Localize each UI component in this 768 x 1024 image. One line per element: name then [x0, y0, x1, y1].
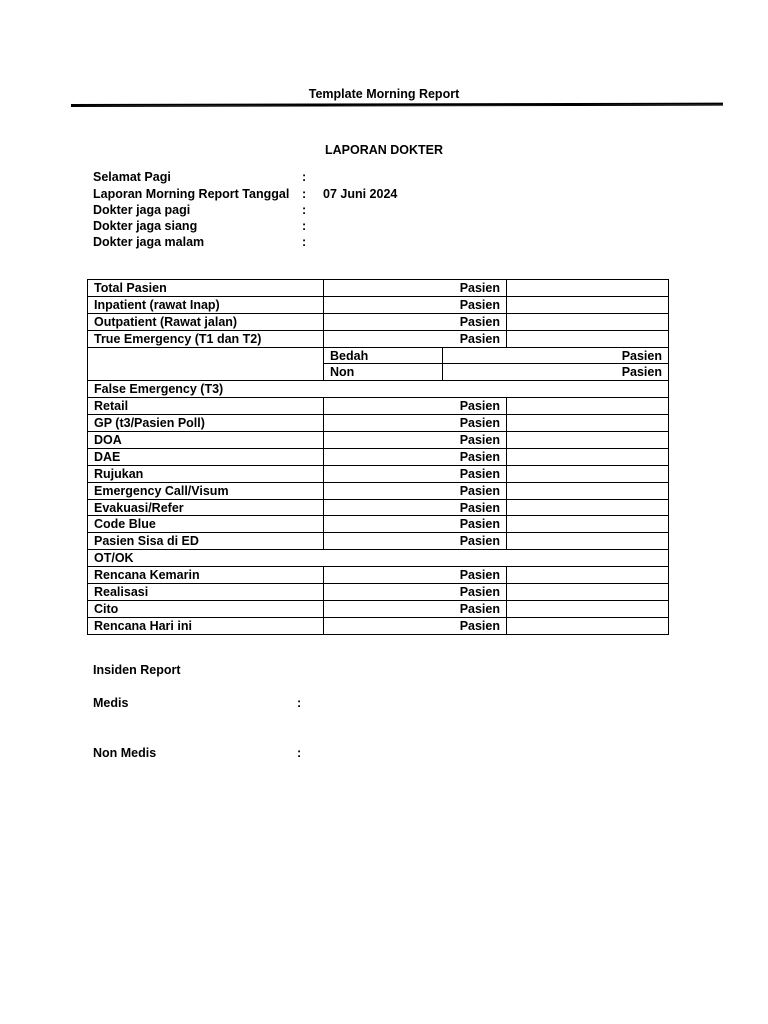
row-label: Pasien Sisa di ED: [88, 533, 324, 550]
row-label: Inpatient (rawat Inap): [88, 296, 324, 313]
value-cell[interactable]: [507, 398, 669, 415]
table-row: [88, 330, 669, 347]
table-row: [88, 432, 669, 449]
info-label: Dokter jaga pagi: [93, 203, 191, 217]
info-colon: :: [302, 219, 307, 233]
value-cell[interactable]: [507, 533, 669, 550]
row-label: Rujukan: [88, 465, 324, 482]
table-row: [88, 448, 669, 465]
header-divider: [71, 103, 723, 107]
section-label: False Emergency (T3): [88, 381, 669, 398]
row-label: Retail: [88, 398, 324, 415]
row-label: DOA: [88, 432, 324, 449]
table-row: [88, 347, 669, 364]
sub-label: Bedah: [324, 347, 443, 364]
info-colon: :: [302, 187, 307, 201]
value-cell[interactable]: [507, 567, 669, 584]
medis-colon: :: [297, 696, 302, 710]
row-label: Code Blue: [88, 516, 324, 533]
table-row: [88, 617, 669, 634]
unit-label: Pasien: [324, 584, 507, 601]
unit-label: Pasien: [324, 280, 507, 297]
unit-label: Pasien: [324, 482, 507, 499]
table-row: [88, 550, 669, 567]
info-label: Dokter jaga malam: [93, 235, 205, 249]
table-row: [88, 600, 669, 617]
table-row: [88, 398, 669, 415]
non-medis-row: [93, 746, 302, 760]
report-table: [87, 279, 669, 635]
table-row: [88, 381, 669, 398]
info-colon: :: [302, 170, 307, 184]
section-label: OT/OK: [88, 550, 669, 567]
unit-label: Pasien: [324, 567, 507, 584]
medis-label: Medis: [93, 696, 129, 710]
table-row: [88, 482, 669, 499]
unit-label: Pasien: [324, 533, 507, 550]
unit-label: Pasien: [324, 617, 507, 634]
page-header-title: Template Morning Report: [308, 87, 460, 101]
table-row: [88, 567, 669, 584]
info-value-date: 07 Juni 2024: [323, 187, 398, 201]
row-label: Total Pasien: [88, 280, 324, 297]
value-cell[interactable]: [507, 448, 669, 465]
info-label: Dokter jaga siang: [93, 219, 198, 233]
unit-label: Pasien: [324, 415, 507, 432]
value-cell[interactable]: [507, 313, 669, 330]
row-label: Rencana Kemarin: [88, 567, 324, 584]
unit-label: Pasien: [324, 313, 507, 330]
table-row: [88, 533, 669, 550]
row-label: True Emergency (T1 dan T2): [88, 330, 324, 347]
value-cell[interactable]: [507, 415, 669, 432]
value-cell[interactable]: [507, 280, 669, 297]
table-row: [88, 516, 669, 533]
row-label: Outpatient (Rawat jalan): [88, 313, 324, 330]
unit-label: Pasien: [324, 448, 507, 465]
unit-label: Pasien: [324, 330, 507, 347]
value-cell[interactable]: [507, 482, 669, 499]
unit-label: Pasien: [324, 398, 507, 415]
info-label: Laporan Morning Report Tanggal: [93, 187, 290, 201]
value-cell[interactable]: [507, 600, 669, 617]
unit-label: Pasien: [443, 347, 669, 364]
table-row: [88, 280, 669, 297]
insiden-report-heading: Insiden Report: [93, 663, 181, 677]
non-medis-label: Non Medis: [93, 746, 157, 760]
unit-label: Pasien: [443, 364, 669, 381]
row-label: GP (t3/Pasien Poll): [88, 415, 324, 432]
table-row: [88, 499, 669, 516]
table-row: [88, 415, 669, 432]
unit-label: Pasien: [324, 465, 507, 482]
non-medis-colon: :: [297, 746, 302, 760]
table-row: [88, 313, 669, 330]
table-row: [88, 584, 669, 601]
unit-label: Pasien: [324, 499, 507, 516]
unit-label: Pasien: [324, 432, 507, 449]
report-title: LAPORAN DOKTER: [324, 143, 444, 157]
table-row: [88, 296, 669, 313]
value-cell[interactable]: [507, 465, 669, 482]
empty-cell: [88, 347, 324, 381]
row-label: Emergency Call/Visum: [88, 482, 324, 499]
medis-row: [93, 696, 302, 710]
info-label: Selamat Pagi: [93, 170, 171, 184]
value-cell[interactable]: [507, 330, 669, 347]
table-row: [88, 465, 669, 482]
value-cell[interactable]: [507, 432, 669, 449]
row-label: Rencana Hari ini: [88, 617, 324, 634]
unit-label: Pasien: [324, 600, 507, 617]
unit-label: Pasien: [324, 296, 507, 313]
value-cell[interactable]: [507, 617, 669, 634]
sub-label: Non: [324, 364, 443, 381]
value-cell[interactable]: [507, 584, 669, 601]
row-label: Evakuasi/Refer: [88, 499, 324, 516]
info-colon: :: [302, 235, 307, 249]
row-label: Realisasi: [88, 584, 324, 601]
unit-label: Pasien: [324, 516, 507, 533]
row-label: Cito: [88, 600, 324, 617]
value-cell[interactable]: [507, 296, 669, 313]
row-label: DAE: [88, 448, 324, 465]
value-cell[interactable]: [507, 499, 669, 516]
info-colon: :: [302, 203, 307, 217]
value-cell[interactable]: [507, 516, 669, 533]
